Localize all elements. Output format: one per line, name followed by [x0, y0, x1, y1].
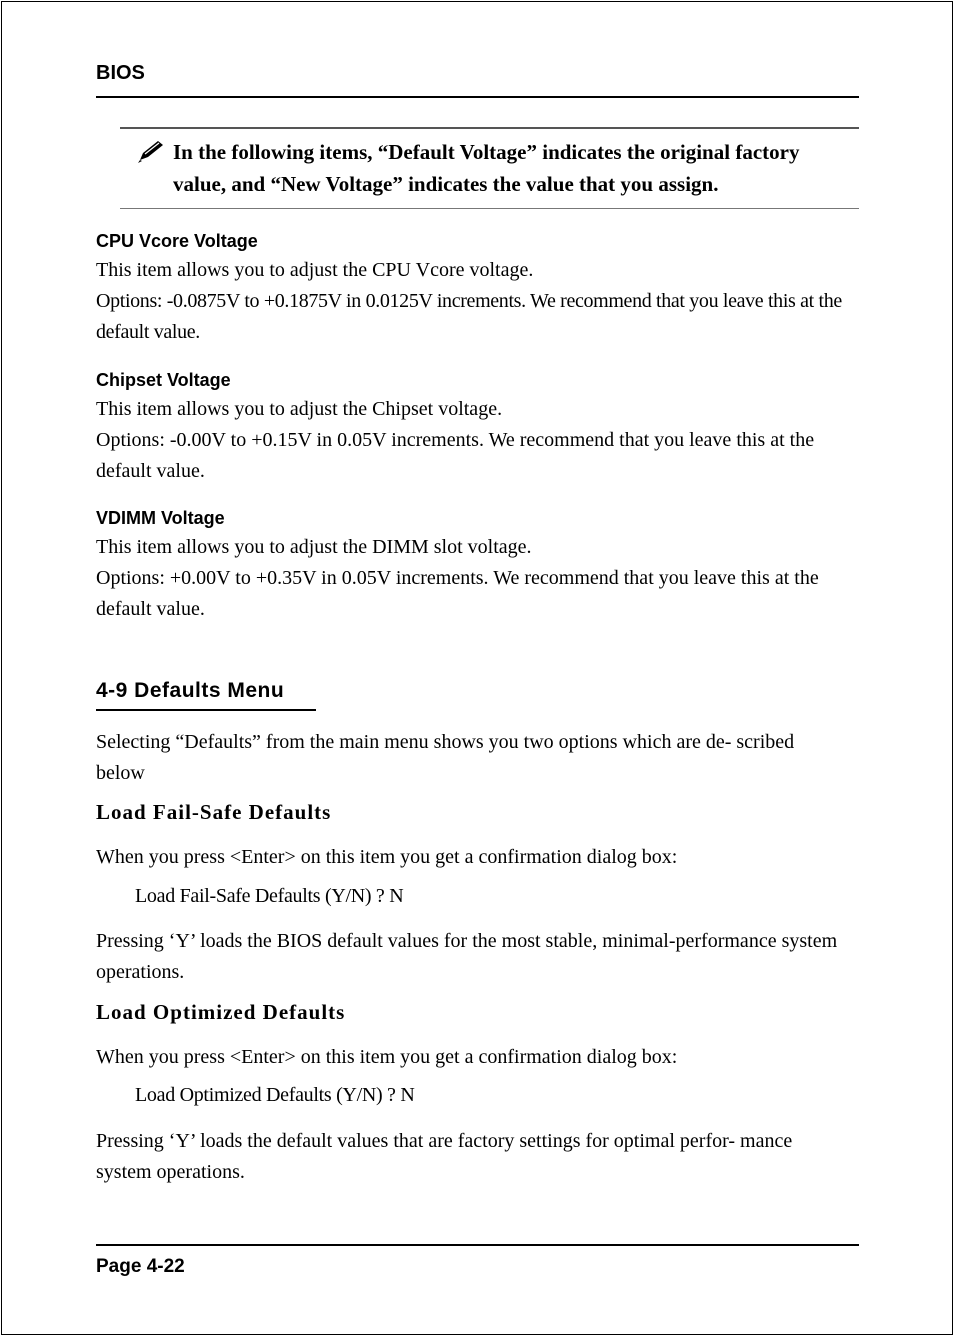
header-title: BIOS: [96, 62, 145, 84]
footer-rule: [96, 1244, 859, 1246]
vdimm-voltage-options: Options: +0.00V to +0.35V in 0.05V increments. We recommend that you leave this at the default value.: [96, 567, 819, 620]
note-bottom-rule: [120, 208, 859, 209]
header-rule: [96, 96, 859, 98]
chipset-voltage-title: Chipset Voltage: [96, 370, 231, 390]
section-title-underline: [96, 709, 316, 711]
pencil-icon: [136, 138, 166, 164]
failsafe-result: Pressing ‘Y’ loads the BIOS default values for the most stable, minimal-performance system operations.: [96, 930, 838, 983]
optimized-title: Load Optimized Defaults: [96, 1000, 346, 1024]
cpu-vcore-title: CPU Vcore Voltage: [96, 231, 258, 251]
note-top-rule: [120, 127, 859, 129]
failsafe-dialog: Load Fail-Safe Defaults (Y/N) ? N: [135, 885, 404, 907]
chipset-voltage-desc: This item allows you to adjust the Chipset voltage.: [96, 398, 503, 420]
section-title: 4-9 Defaults Menu: [96, 679, 285, 702]
page-number: Page 4-22: [96, 1256, 185, 1277]
vdimm-voltage-desc: This item allows you to adjust the DIMM slot voltage.: [96, 536, 532, 558]
optimized-press: When you press <Enter> on this item you get a confirmation dialog box:: [96, 1046, 678, 1068]
chipset-voltage-options: Options: -0.00V to +0.15V in 0.05V increments. We recommend that you leave this at the default value.: [96, 429, 815, 482]
section-intro: Selecting “Defaults” from the main menu shows you two options which are de- scribed below: [96, 731, 795, 784]
failsafe-press: When you press <Enter> on this item you get a confirmation dialog box:: [96, 846, 678, 868]
cpu-vcore-desc: This item allows you to adjust the CPU Vcore voltage.: [96, 259, 534, 281]
failsafe-title: Load Fail-Safe Defaults: [96, 800, 332, 824]
vdimm-voltage-title: VDIMM Voltage: [96, 508, 225, 528]
optimized-result: Pressing ‘Y’ loads the default values that are factory settings for optimal perfor- mance system operations.: [96, 1130, 793, 1183]
optimized-dialog: Load Optimized Defaults (Y/N) ? N: [135, 1084, 415, 1106]
note-text: In the following items, “Default Voltage” indicates the original factory value, and “New Voltage” indicates the value that you assign.: [173, 140, 800, 196]
cpu-vcore-options: Options: -0.0875V to +0.1875V in 0.0125V increments. We recommend that you leave this at the default value.: [96, 290, 842, 343]
